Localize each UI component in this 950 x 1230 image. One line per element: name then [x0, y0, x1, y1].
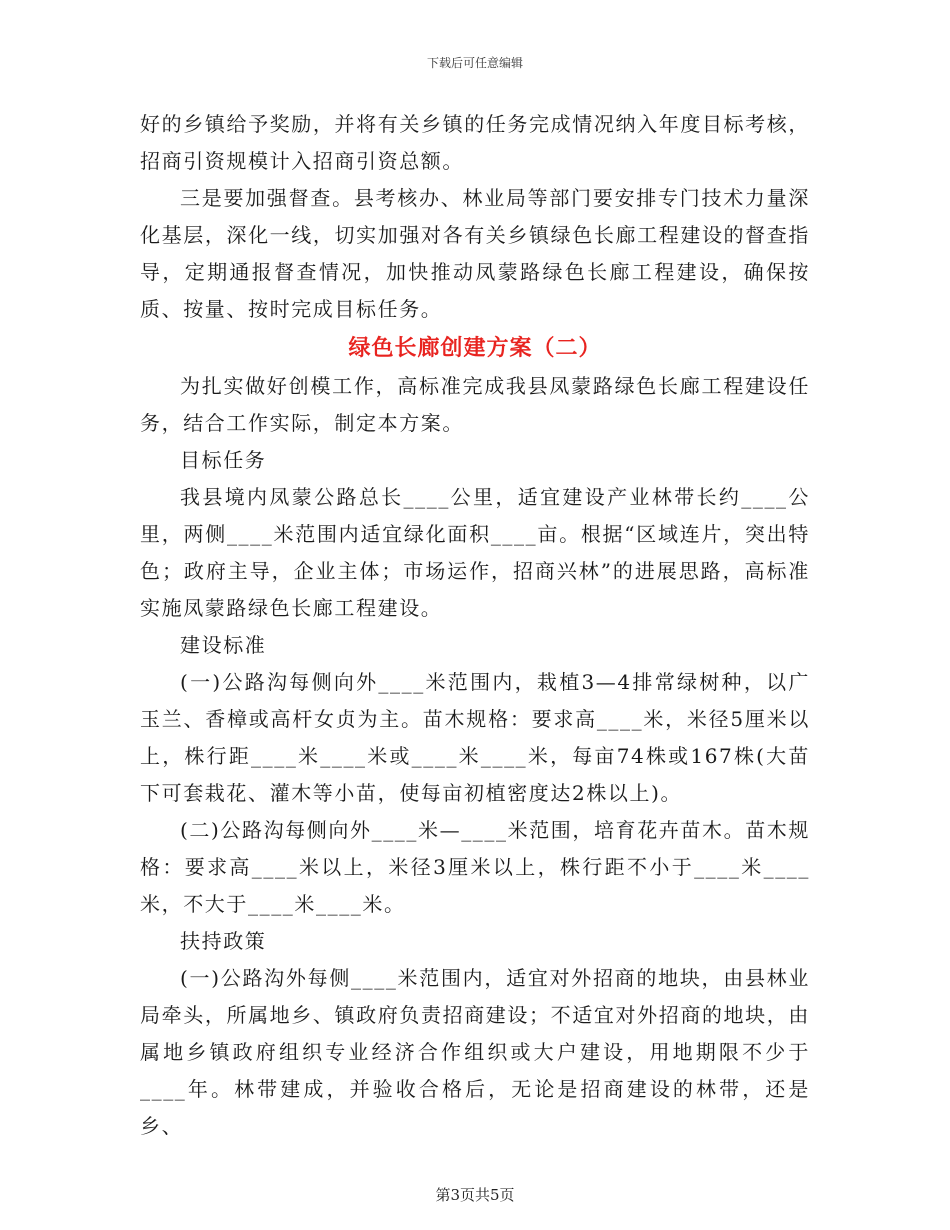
paragraph-continued: 好的乡镇给予奖励，并将有关乡镇的任务完成情况纳入年度目标考核，招商引资规模计入招商引资总额。 — [140, 112, 810, 173]
paragraph-goals: 我县境内凤蒙公路总长____公里，适宜建设产业林带长约____公里，两侧____米范围内适宜绿化面积____亩。根据“区域连片，突出特色；政府主导，企业主体；市场运作，招商兴林”的进展思路，高标准实施凤蒙路绿色长廊工程建设。 — [140, 485, 810, 620]
page-footer: 第3页共5页 — [435, 1186, 515, 1204]
page-header: 下载后可任意编辑 — [426, 56, 523, 70]
paragraph-supervision: 三是要加强督查。县考核办、林业局等部门要安排专门技术力量深化基层，深化一线，切实加强对各有关乡镇绿色长廊工程建设的督查指导，定期通报督查情况，加快推动凤蒙路绿色长廊工程建设，确保按质、按量、按时完成目标任务。 — [140, 186, 810, 321]
paragraph-standard-1: (一)公路沟每侧向外____米范围内，栽植3—4排常绿树种，以广玉兰、香樟或高杆女贞为主。苗木规格：要求高____米，米径5厘米以上，株行距____米____米或____米____米，每亩74株或167株(大苗下可套栽花、灌木等小苗，使每亩初植密度达2株以上)。 — [140, 670, 810, 805]
paragraph-intro: 为扎实做好创模工作，高标准完成我县凤蒙路绿色长廊工程建设任务，结合工作实际，制定本方案。 — [140, 374, 810, 435]
paragraph-policy-1: (一)公路沟外每侧____米范围内，适宜对外招商的地块，由县林业局牵头，所属地乡、镇政府负责招商建设；不适宜对外招商的地块，由属地乡镇政府组织专业经济合作组织或大户建设，用地期限不少于____年。林带建成，并验收合格后，无论是招商建设的林带，还是乡、 — [140, 966, 810, 1138]
section-heading-policy: 扶持政策 — [180, 929, 267, 953]
document-title: 绿色长廊创建方案（二） — [348, 335, 602, 361]
paragraph-standard-2: (二)公路沟每侧向外____米—____米范围，培育花卉苗木。苗木规格：要求高____米以上，米径3厘米以上，株行距不小于____米____米，不大于____米____米。 — [140, 818, 811, 916]
section-heading-standards: 建设标准 — [180, 633, 267, 657]
document-body — [140, 106, 810, 1145]
section-heading-goals: 目标任务 — [180, 448, 267, 472]
